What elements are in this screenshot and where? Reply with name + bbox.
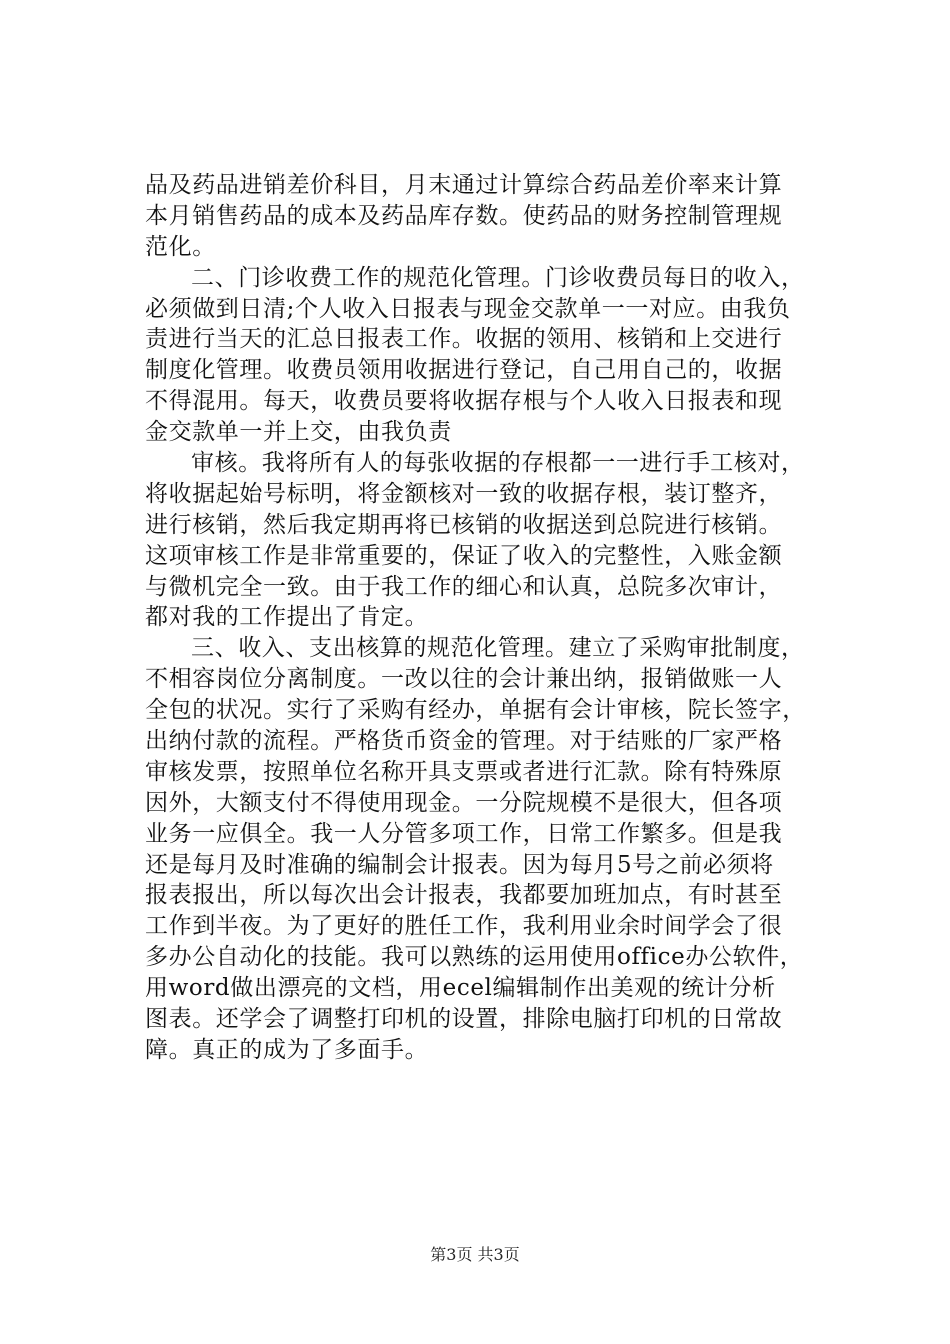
- text-line: 范化。: [145, 233, 216, 260]
- text-line: 二、门诊收费工作的规范化管理。门诊收费员每日的收入，: [191, 264, 805, 291]
- page-number: 第3页 共3页: [430, 1245, 520, 1264]
- text-line: 制度化管理。收费员领用收据进行登记，自己用自己的，收据: [145, 357, 783, 384]
- text-line: 必须做到日清;个人收入日报表与现金交款单一一对应。由我负: [145, 295, 791, 322]
- document-body: [145, 170, 845, 1066]
- text-line: 还是每月及时准确的编制会计报表。因为每月5号之前必须将: [145, 851, 774, 878]
- text-line: 三、收入、支出核算的规范化管理。建立了采购审批制度，: [191, 635, 805, 662]
- text-line: 因外，大额支付不得使用现金。一分院规模不是很大，但各项: [145, 789, 783, 816]
- text-line: 这项审核工作是非常重要的，保证了收入的完整性，入账金额: [145, 542, 783, 569]
- text-line: 与微机完全一致。由于我工作的细心和认真，总院多次审计，: [145, 573, 783, 600]
- text-line: 都对我的工作提出了肯定。: [145, 604, 429, 631]
- text-line: 审核。我将所有人的每张收据的存根都一一进行手工核对，: [191, 450, 805, 477]
- text-line: 进行核销，然后我定期再将已核销的收据送到总院进行核销。: [145, 511, 783, 538]
- page-footer: [0, 1242, 950, 1265]
- text-line: 不相容岗位分离制度。一改以往的会计兼出纳，报销做账一人: [145, 666, 783, 693]
- text-line: 图表。还学会了调整打印机的设置，排除电脑打印机的日常故: [145, 1006, 783, 1033]
- text-line: 将收据起始号标明，将金额核对一致的收据存根，装订整齐，: [145, 480, 783, 507]
- text-line: 障。真正的成为了多面手。: [145, 1036, 429, 1063]
- text-line: 用word做出漂亮的文档，用ecel编辑制作出美观的统计分析: [145, 975, 776, 1002]
- text-line: 审核发票，按照单位名称开具支票或者进行汇款。除有特殊原: [145, 758, 783, 785]
- text-line: 金交款单一并上交，由我负责: [145, 419, 452, 446]
- text-line: 责进行当天的汇总日报表工作。收据的领用、核销和上交进行: [145, 326, 783, 353]
- text-line: 报表报出，所以每次出会计报表，我都要加班加点，有时甚至: [145, 882, 783, 909]
- text-line: 工作到半夜。为了更好的胜任工作，我利用业余时间学会了很: [145, 913, 783, 940]
- text-line: 全包的状况。实行了采购有经办，单据有会计审核，院长签字，: [145, 697, 806, 724]
- text-line: 不得混用。每天，收费员要将收据存根与个人收入日报表和现: [145, 388, 783, 415]
- text-line: 本月销售药品的成本及药品库存数。使药品的财务控制管理规: [145, 202, 783, 229]
- text-line: 业务一应俱全。我一人分管多项工作，日常工作繁多。但是我: [145, 820, 783, 847]
- text-line: 出纳付款的流程。严格货币资金的管理。对于结账的厂家严格: [145, 728, 783, 755]
- text-line: 多办公自动化的技能。我可以熟练的运用使用office办公软件，: [145, 944, 804, 971]
- text-line: 品及药品进销差价科目，月末通过计算综合药品差价率来计算: [145, 172, 783, 198]
